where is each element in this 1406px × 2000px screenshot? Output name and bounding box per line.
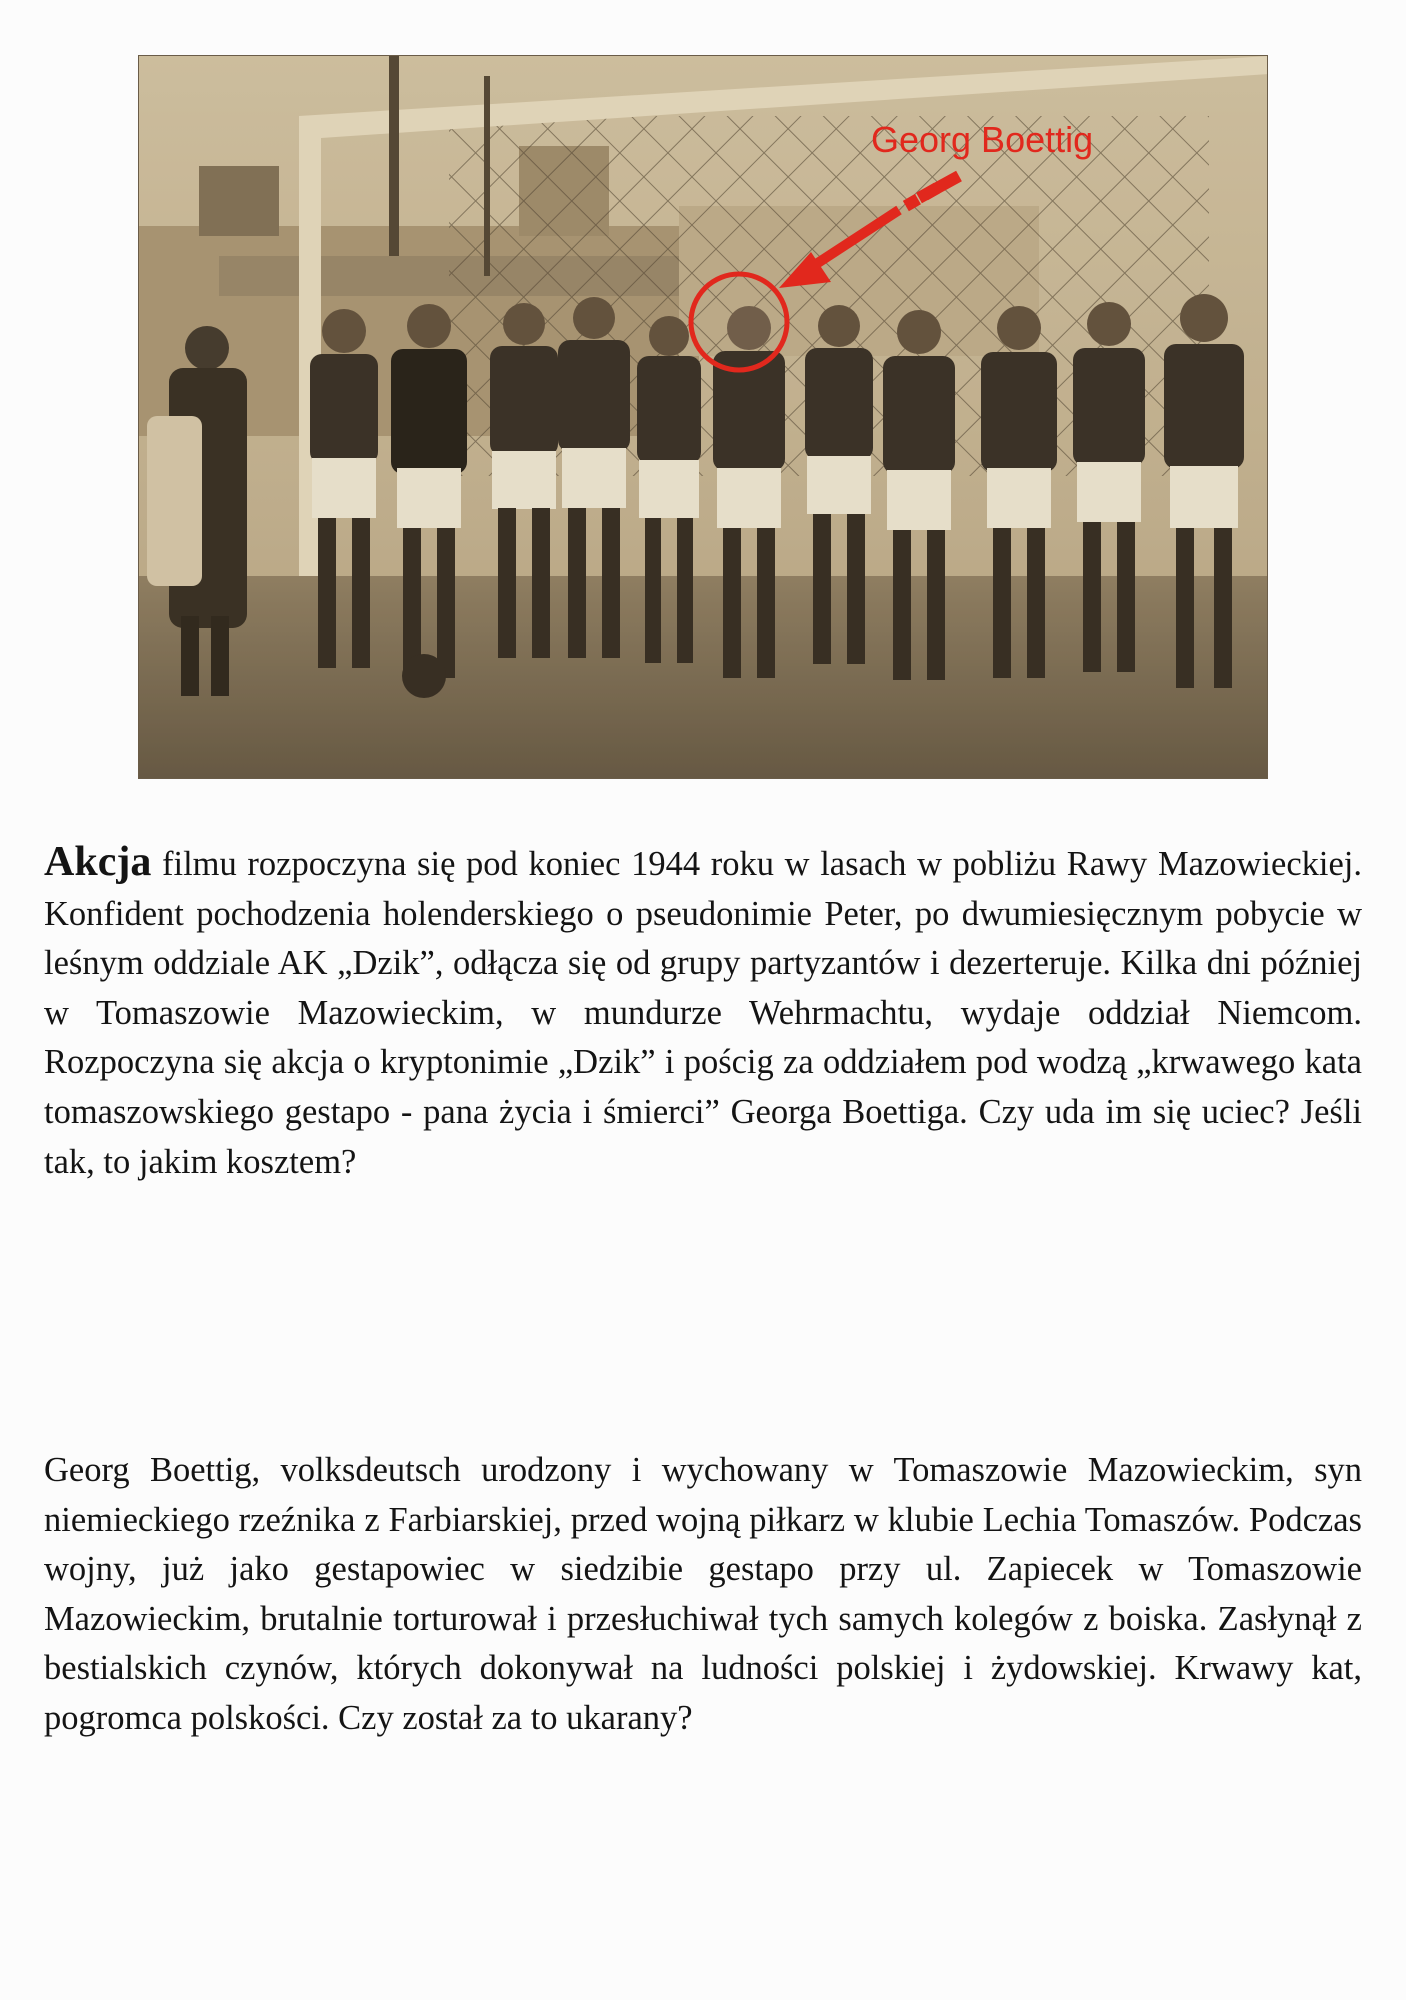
- paragraph-lead: Akcja: [44, 839, 152, 885]
- paragraph-biography: Georg Boettig, volksdeutsch urodzony i wychowany w Tomaszowie Mazowieckim, syn niemieckiego rzeźnika z Farbiarskiej, przed wojną piłkarz w klubie Lechia Tomaszów. Podczas wojny, już jako gestapowiec w siedzibie gestapo przy ul. Zapiecek w Tomaszowie Mazowieckim, brutalnie torturował i przesłuchiwał tych samych kolegów z boiska. Zasłynął z bestialskich czynów, których dokonywał na ludności polskiej i żydowskiej. Krwawy kat, pogromca polskości. Czy został za to ukarany?: [44, 1451, 1362, 1737]
- paragraph-synopsis: [44, 838, 1362, 1187]
- callout-label: Georg Boettig: [871, 119, 1094, 160]
- team-photo: [138, 55, 1268, 779]
- team-photo-scene: [139, 56, 1268, 779]
- paragraph-synopsis-text: filmu rozpoczyna się pod koniec 1944 roku w lasach w pobliżu Rawy Mazowieckiej. Konfident pochodzenia holenderskiego o pseudonimie Peter, po dwumiesięcznym pobycie w leśnym oddziale AK „Dzik”, odłącza się od grupy partyzantów i dezerteruje. Kilka dni później w Tomaszowie Mazowieckim, w mundurze Wehrmachtu, wydaje oddział Niemcom. Rozpoczyna się akcja o kryptonimie „Dzik” i pościg za oddziałem pod wodzą „krwawego kata tomaszowskiego gestapo - pana życia i śmierci” Georga Boettiga. Czy uda im się uciec? Jeśli tak, to jakim kosztem?: [44, 845, 1362, 1181]
